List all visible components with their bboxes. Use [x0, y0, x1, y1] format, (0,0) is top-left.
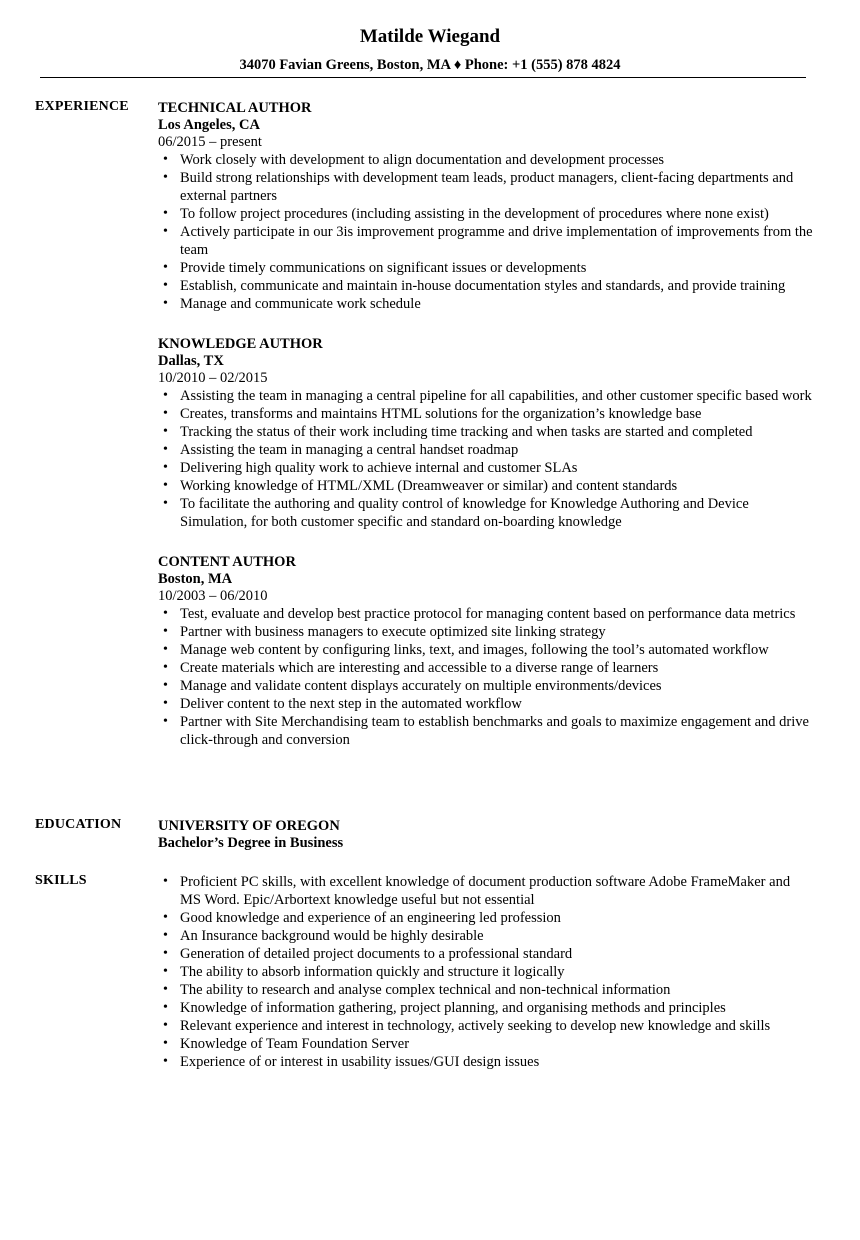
bullet-item: • Delivering high quality work to achieve internal and customer SLAs — [158, 459, 813, 477]
bullet-item: • Provide timely communications on significant issues or developments — [158, 259, 813, 277]
bullet-item: • Actively participate in our 3is improvement programme and drive implementation of improvements from the team — [158, 223, 813, 259]
resume-header — [0, 0, 860, 75]
skill-item: • An Insurance background would be highly desirable — [158, 927, 813, 945]
skill-item: • Generation of detailed project documents to a professional standard — [158, 945, 813, 963]
bullet-item: • Tracking the status of their work including time tracking and when tasks are started and completed — [158, 423, 813, 441]
bullet-item: • Deliver content to the next step in the automated workflow — [158, 695, 813, 713]
job-location: Boston, MA — [158, 571, 233, 587]
bullet-item: • Test, evaluate and develop best practice protocol for managing content based on performance data metrics — [158, 605, 813, 623]
bullet-item: • Assisting the team in managing a central handset roadmap — [158, 441, 813, 459]
contact-line: 34070 Favian Greens, Boston, MA ♦ Phone: +1 (555) 878 4824 — [239, 57, 621, 73]
job-bullets — [158, 151, 813, 313]
job-location: Los Angeles, CA — [158, 117, 260, 133]
skill-item: • Knowledge of information gathering, project planning, and organising methods and principles — [158, 999, 813, 1017]
experience-body — [158, 99, 813, 771]
school-name: UNIVERSITY OF OREGON — [158, 818, 340, 834]
header-divider — [40, 77, 806, 78]
bullet-item: • Manage web content by configuring links, text, and images, following the tool’s automated workflow — [158, 641, 813, 659]
job-title: CONTENT AUTHOR — [158, 554, 296, 570]
job-dates: 10/2003 – 06/2010 — [158, 588, 268, 604]
bullet-item: • To follow project procedures (including assisting in the development of procedures where none exist) — [158, 205, 813, 223]
job-entry-knowledge-author — [158, 335, 813, 531]
experience-label: EXPERIENCE — [35, 99, 129, 114]
bullet-item: • Establish, communicate and maintain in-house documentation styles and standards, and provide training — [158, 277, 813, 295]
bullet-item: • Partner with business managers to execute optimized site linking strategy — [158, 623, 813, 641]
skills-label: SKILLS — [35, 873, 87, 888]
job-bullets — [158, 387, 813, 531]
bullet-item: • Creates, transforms and maintains HTML solutions for the organization’s knowledge base — [158, 405, 813, 423]
skill-item: • Knowledge of Team Foundation Server — [158, 1035, 813, 1053]
job-entry-content-author — [158, 553, 813, 749]
job-entry-technical-author — [158, 99, 813, 313]
education-label: EDUCATION — [35, 817, 122, 832]
bullet-item: • Work closely with development to align documentation and development processes — [158, 151, 813, 169]
skill-item: • The ability to absorb information quickly and structure it logically — [158, 963, 813, 981]
education-body — [158, 817, 813, 852]
bullet-item: • Manage and validate content displays accurately on multiple environments/devices — [158, 677, 813, 695]
skill-item: • Proficient PC skills, with excellent knowledge of document production software Adobe FrameMaker and MS Word. Epic/Arbortext knowledge useful but not essential — [158, 873, 813, 909]
bullet-item: • To facilitate the authoring and quality control of knowledge for Knowledge Authoring and Device Simulation, for both customer specific and standard on-boarding knowledge — [158, 495, 813, 531]
job-bullets — [158, 605, 813, 749]
degree: Bachelor’s Degree in Business — [158, 835, 344, 851]
bullet-item: • Assisting the team in managing a central pipeline for all capabilities, and other customer specific based work — [158, 387, 813, 405]
skill-item: • Relevant experience and interest in technology, actively seeking to develop new knowledge and skills — [158, 1017, 813, 1035]
bullet-item: • Manage and communicate work schedule — [158, 295, 813, 313]
skill-item: • Experience of or interest in usability issues/GUI design issues — [158, 1053, 813, 1071]
bullet-item: • Working knowledge of HTML/XML (Dreamweaver or similar) and content standards — [158, 477, 813, 495]
job-title: TECHNICAL AUTHOR — [158, 100, 312, 116]
bullet-item: • Partner with Site Merchandising team to establish benchmarks and goals to maximize engagement and drive click-through and conversion — [158, 713, 813, 749]
job-dates: 10/2010 – 02/2015 — [158, 370, 268, 386]
skill-item: • Good knowledge and experience of an engineering led profession — [158, 909, 813, 927]
candidate-name: Matilde Wiegand — [359, 26, 501, 47]
skills-list — [158, 873, 813, 1071]
bullet-item: • Create materials which are interesting and accessible to a diverse range of learners — [158, 659, 813, 677]
bullet-item: • Build strong relationships with development team leads, product managers, client-facing departments and external partners — [158, 169, 813, 205]
job-title: KNOWLEDGE AUTHOR — [158, 336, 323, 352]
skills-body — [158, 873, 813, 1071]
job-dates: 06/2015 – present — [158, 134, 262, 150]
skill-item: • The ability to research and analyse complex technical and non-technical information — [158, 981, 813, 999]
job-location: Dallas, TX — [158, 353, 224, 369]
